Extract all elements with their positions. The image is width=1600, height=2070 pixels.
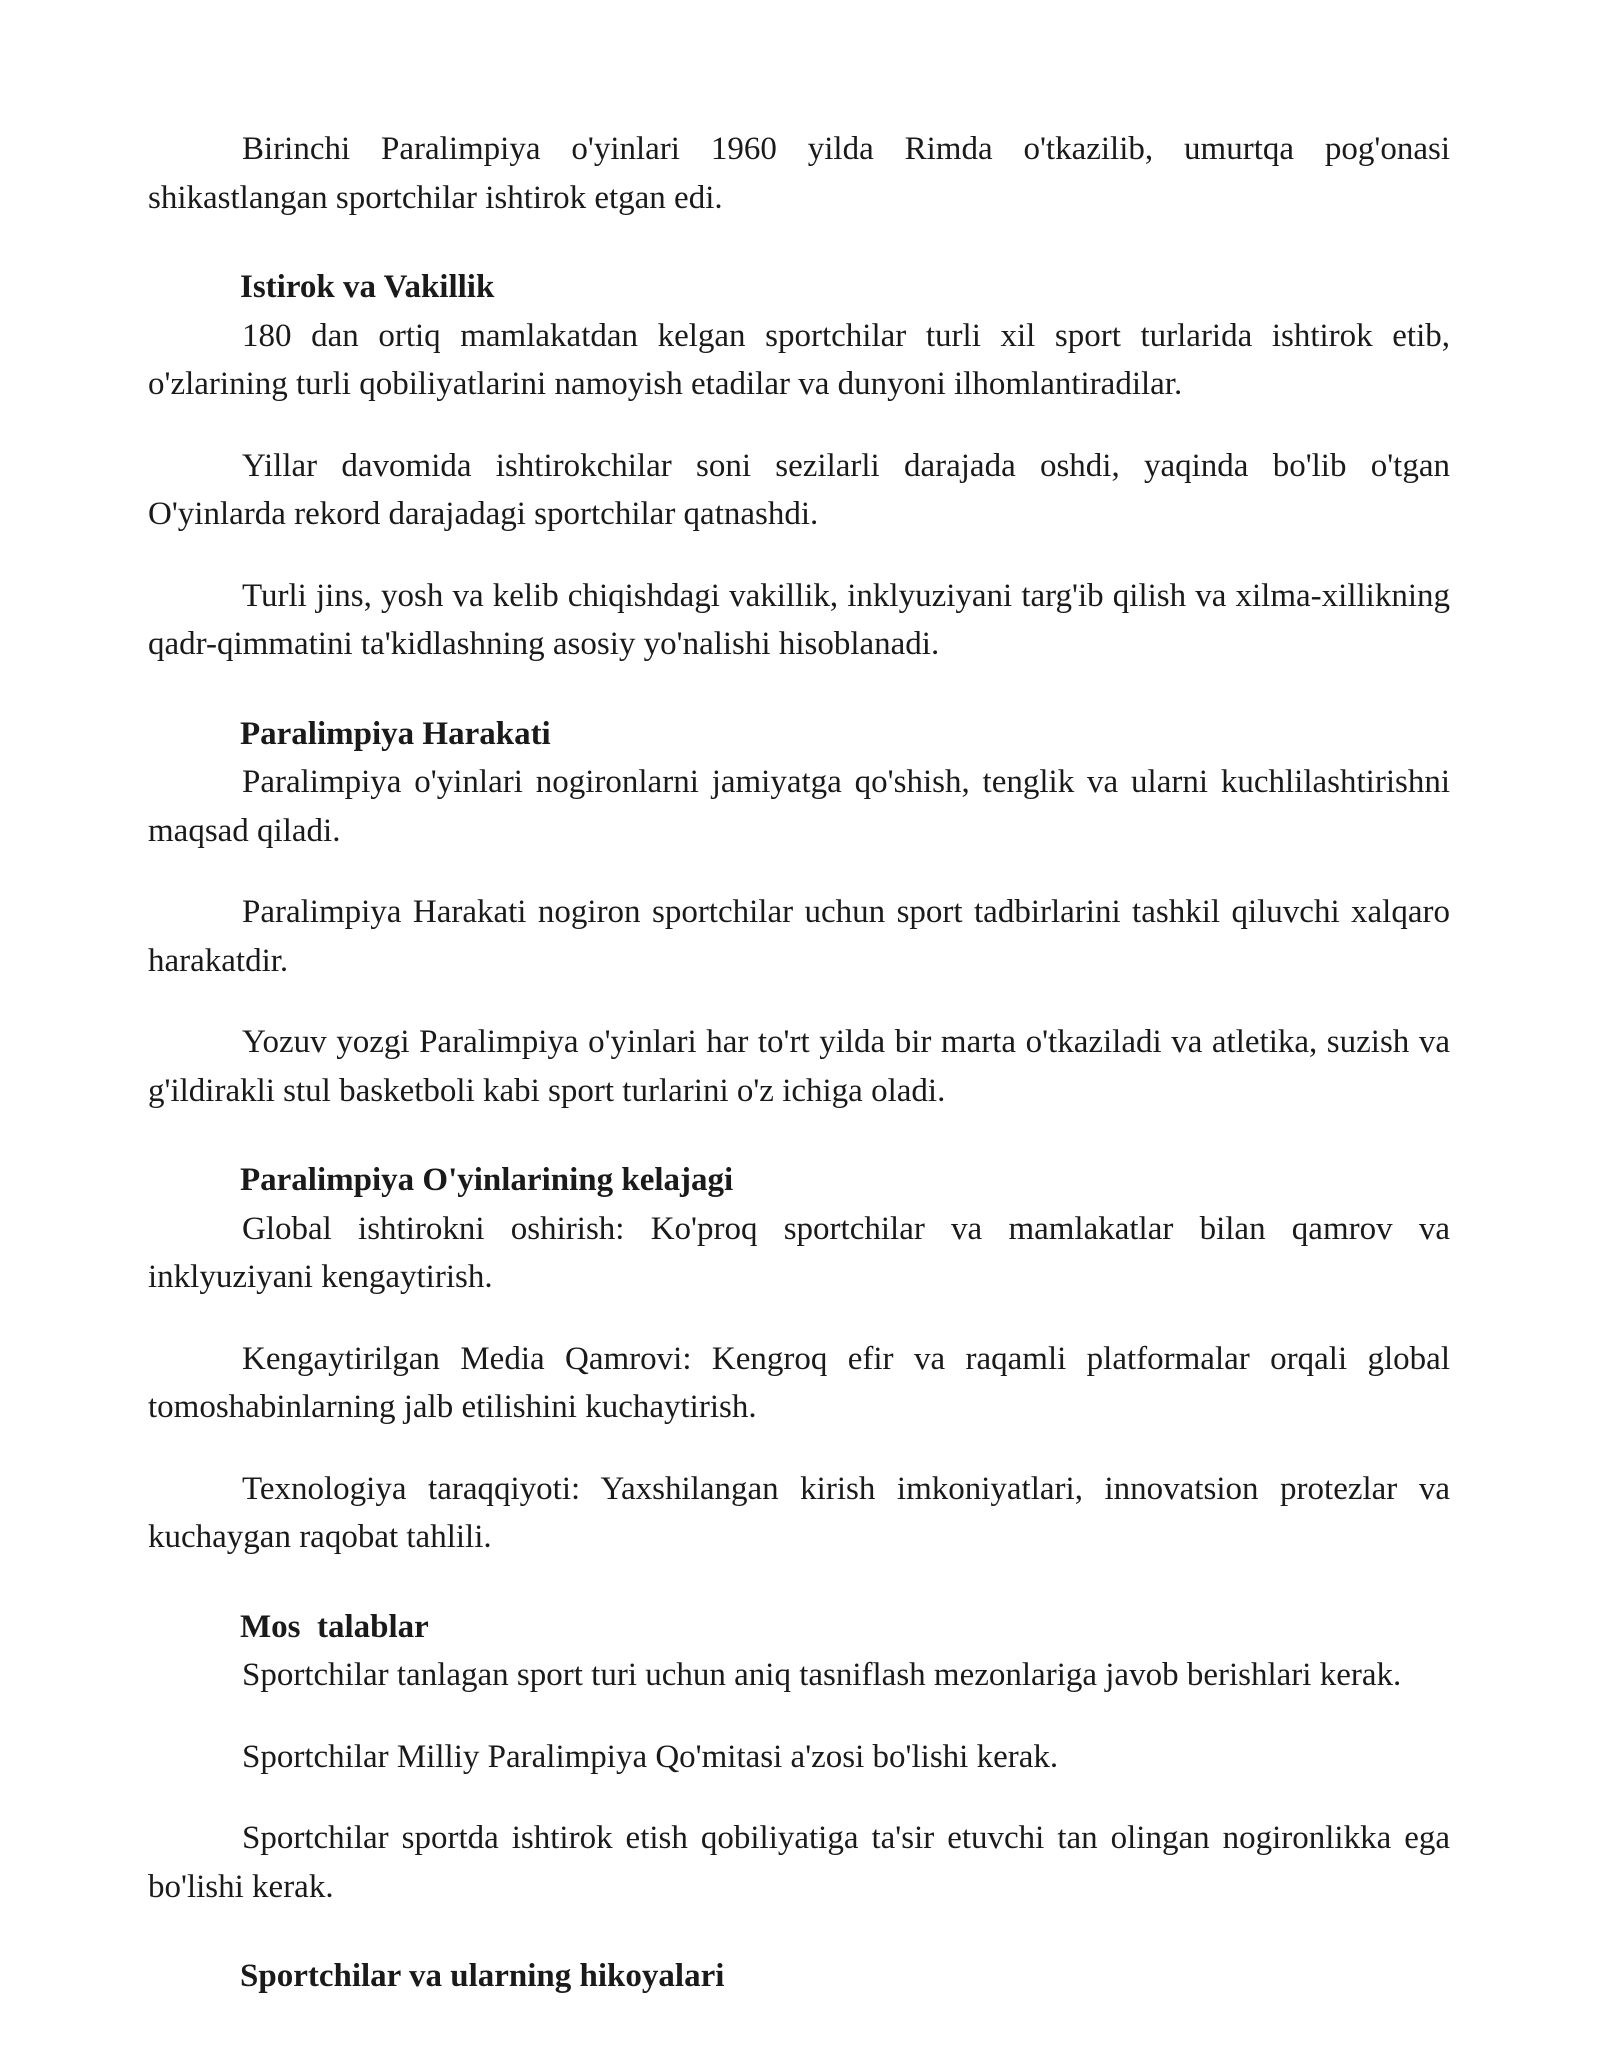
- section-paralimpiya-harakati: [148, 710, 1450, 1116]
- intro-paragraph: Birinchi Paralimpiya o'yinlari 1960 yilda Rimda o'tkazilib, umurtqa pog'onasi shikastlangan sportchilar ishtirok etgan edi.: [148, 131, 1450, 216]
- section-paragraph: Paralimpiya Harakati nogiron sportchilar uchun sport tadbirlarini tashkil qiluvchi xalqaro harakatdir.: [148, 894, 1450, 979]
- section-paragraph: Kengaytirilgan Media Qamrovi: Kengroq efir va raqamli platformalar orqali global tomoshabinlarning jalb etilishini kuchaytirish.: [148, 1340, 1450, 1425]
- section-paragraph: Yozuv yozgi Paralimpiya o'yinlari har to'rt yilda bir marta o'tkaziladi va atletika, suzish va g'ildirakli stul basketboli kabi sport turlarini o'z ichiga oladi.: [148, 1024, 1450, 1109]
- section-paragraph: Sportchilar Milliy Paralimpiya Qo'mitasi a'zosi bo'lishi kerak.: [242, 1738, 1059, 1775]
- section-paragraph: Global ishtirokni oshirish: Ko'proq sportchilar va mamlakatlar bilan qamrov va inklyuziyani kengaytirish.: [148, 1210, 1450, 1295]
- section-paragraph: Texnologiya taraqqiyoti: Yaxshilangan kirish imkoniyatlari, innovatsion protezlar va kuchaygan raqobat tahlili.: [148, 1470, 1450, 1555]
- section-paragraph: Turli jins, yosh va kelib chiqishdagi vakillik, inklyuziyani targ'ib qilish va xilma-xillikning qadr-qimmatini ta'kidlashning asosiy yo'nalishi hisoblanadi.: [148, 577, 1450, 662]
- document-page: [148, 125, 1450, 2001]
- section-heading: Sportchilar va ularning hikoyalari: [240, 1958, 725, 1994]
- section-kelajagi: [148, 1156, 1450, 1562]
- section-paragraph: 180 dan ortiq mamlakatdan kelgan sportchilar turli xil sport turlarida ishtirok etib, o'zlarining turli qobiliyatlarini namoyish etadilar va dunyoni ilhomlantiradilar.: [148, 317, 1450, 402]
- section-sportchilar-hikoyalari: [148, 1952, 1450, 2001]
- section-istirok: [148, 263, 1450, 669]
- section-mos-talablar: [148, 1603, 1450, 1912]
- section-paragraph: Sportchilar sportda ishtirok etish qobiliyatiga ta'sir etuvchi tan olingan nogironlikka ega bo'lishi kerak.: [148, 1820, 1450, 1905]
- section-heading: Mos talablar: [240, 1608, 429, 1645]
- section-paragraph: Sportchilar tanlagan sport turi uchun aniq tasniflash mezonlariga javob berishlari kerak.: [242, 1657, 1402, 1693]
- section-heading: Paralimpiya Harakati: [240, 715, 551, 752]
- section-paragraph: Paralimpiya o'yinlari nogironlarni jamiyatga qo'shish, tenglik va ularni kuchlilashtirishni maqsad qiladi.: [148, 764, 1450, 849]
- section-heading: Istirok va Vakillik: [240, 269, 495, 305]
- section-heading: Paralimpiya O'yinlarining kelajagi: [240, 1162, 734, 1198]
- section-paragraph: Yillar davomida ishtirokchilar soni sezilarli darajada oshdi, yaqinda bo'lib o'tgan O'yinlarda rekord darajadagi sportchilar qatnashdi.: [148, 447, 1450, 532]
